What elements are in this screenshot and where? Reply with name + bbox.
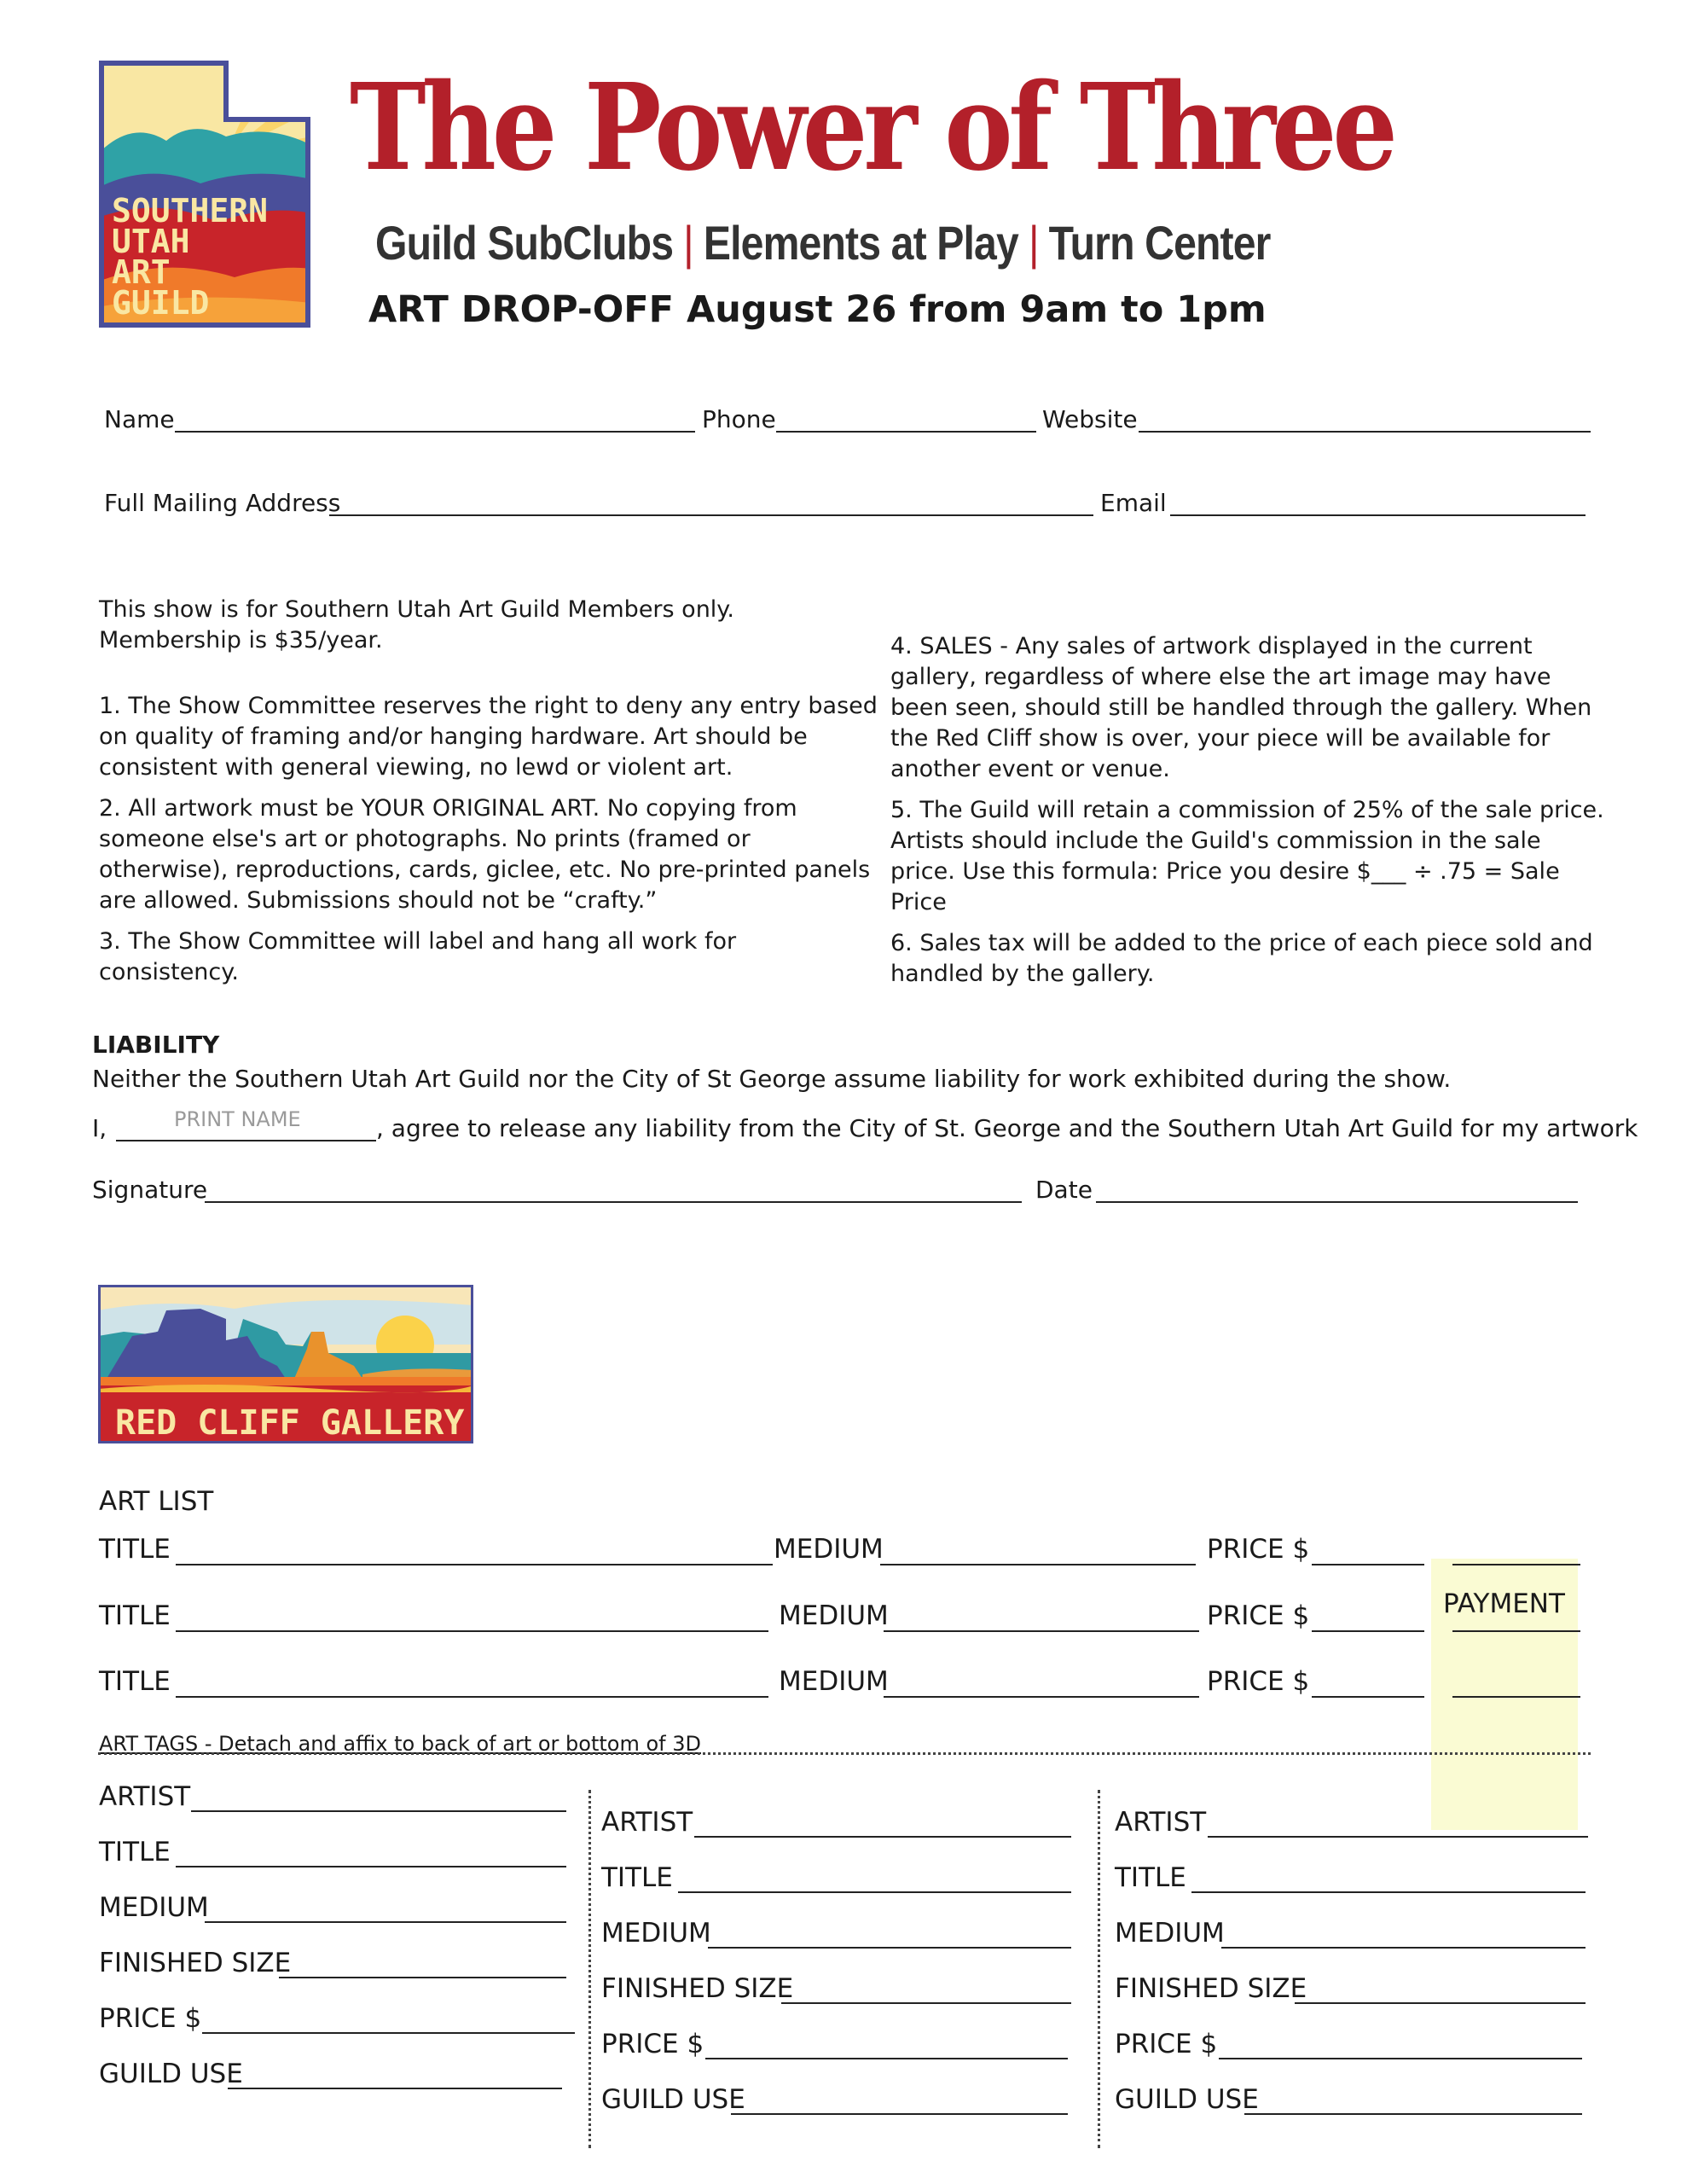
art-list-title-label: TITLE bbox=[99, 1600, 171, 1631]
tag-price-label: PRICE $ bbox=[1115, 2029, 1218, 2059]
logo-line-1: SOUTHERN bbox=[112, 192, 269, 229]
tag-artist-field[interactable] bbox=[694, 1836, 1071, 1838]
tag-size-field[interactable] bbox=[781, 2002, 1071, 2004]
art-list-price-label: PRICE $ bbox=[1207, 1666, 1310, 1697]
subtitle-elements: Elements at Play bbox=[703, 216, 1018, 270]
intro-text bbox=[99, 595, 867, 656]
tag-guild-use-label: GUILD USE bbox=[1115, 2084, 1259, 2115]
art-list-price-label: PRICE $ bbox=[1207, 1600, 1310, 1631]
logo-line-3: ART bbox=[112, 253, 171, 291]
signature-field[interactable] bbox=[205, 1201, 1022, 1203]
rules-left bbox=[99, 691, 879, 998]
page-title: The Power of Three bbox=[350, 58, 1394, 198]
southern-utah-art-guild-logo bbox=[98, 60, 311, 328]
tag-artist-label: ARTIST bbox=[1115, 1807, 1207, 1838]
tag-artist-label: ARTIST bbox=[99, 1781, 191, 1812]
tag-divider-1 bbox=[588, 1790, 591, 2148]
tag-medium-label: MEDIUM bbox=[1115, 1918, 1225, 1949]
address-label: Full Mailing Address bbox=[104, 489, 341, 517]
payment-field-3[interactable] bbox=[1452, 1696, 1580, 1698]
print-name-placeholder: PRINT NAME bbox=[174, 1107, 301, 1131]
logo-line-2: UTAH bbox=[112, 223, 190, 260]
art-list-title-label: TITLE bbox=[99, 1534, 171, 1565]
website-label: Website bbox=[1042, 405, 1138, 433]
rule-1: 1. The Show Committee reserves the right to deny any entry based on quality of framing and/or hanging hardware. Art should be consistent with general viewing, no lewd or violent art. bbox=[99, 693, 878, 781]
tag-guild-use-field[interactable] bbox=[228, 2088, 562, 2089]
art-list-medium-label: MEDIUM bbox=[779, 1600, 889, 1631]
art-list-medium-field-3[interactable] bbox=[884, 1696, 1199, 1698]
art-tags-heading: ART TAGS - Detach and affix to back of art or bottom of 3D bbox=[99, 1732, 701, 1756]
tag-guild-use-field[interactable] bbox=[731, 2113, 1068, 2115]
tag-artist-field[interactable] bbox=[191, 1810, 566, 1812]
rule-5: 5. The Guild will retain a commission of 25% of the sale price. Artists should include the Guild's commission in the sale price. Use this formula: Price you desire $___ ÷ .75 = Sale Price bbox=[890, 797, 1604, 915]
tag-medium-label: MEDIUM bbox=[601, 1918, 711, 1949]
tag-guild-use-label: GUILD USE bbox=[601, 2084, 745, 2115]
tag-divider-2 bbox=[1098, 1790, 1100, 2148]
art-list-price-label: PRICE $ bbox=[1207, 1534, 1310, 1565]
tag-size-field[interactable] bbox=[1295, 2002, 1586, 2004]
tag-title-field[interactable] bbox=[1191, 1891, 1586, 1893]
art-list-title-field-2[interactable] bbox=[176, 1630, 768, 1632]
art-list-price-field-2[interactable] bbox=[1312, 1630, 1424, 1632]
liability-statement: Neither the Southern Utah Art Guild nor the City of St George assume liability for work exhibited during the show. bbox=[92, 1065, 1452, 1093]
tag-medium-field[interactable] bbox=[708, 1947, 1071, 1949]
email-field[interactable] bbox=[1170, 514, 1586, 516]
tag-title-field[interactable] bbox=[678, 1891, 1071, 1893]
tag-medium-field[interactable] bbox=[1221, 1947, 1586, 1949]
tag-title-label: TITLE bbox=[1115, 1862, 1186, 1893]
red-cliff-gallery-logo bbox=[98, 1285, 473, 1443]
art-list-price-field-3[interactable] bbox=[1312, 1696, 1424, 1698]
intro-line-2: Membership is $35/year. bbox=[99, 627, 383, 653]
subtitle-subclubs: Guild SubClubs bbox=[375, 216, 674, 270]
tag-size-field[interactable] bbox=[279, 1977, 566, 1978]
rules-right bbox=[890, 631, 1607, 1000]
subtitle-turn-center: Turn Center bbox=[1048, 216, 1271, 270]
phone-label: Phone bbox=[702, 405, 776, 433]
rule-6: 6. Sales tax will be added to the price of each piece sold and handled by the gallery. bbox=[890, 930, 1593, 987]
payment-label: PAYMENT bbox=[1443, 1589, 1565, 1619]
art-list-medium-label: MEDIUM bbox=[774, 1534, 884, 1565]
art-list-medium-field-2[interactable] bbox=[884, 1630, 1199, 1632]
tag-price-field[interactable] bbox=[202, 2032, 575, 2034]
art-list-medium-label: MEDIUM bbox=[779, 1666, 889, 1697]
tag-title-field[interactable] bbox=[176, 1866, 566, 1867]
tag-guild-use-label: GUILD USE bbox=[99, 2059, 243, 2089]
tag-price-field[interactable] bbox=[1219, 2058, 1582, 2059]
tag-title-label: TITLE bbox=[99, 1837, 171, 1867]
liability-heading: LIABILITY bbox=[92, 1031, 220, 1059]
art-list-title-field-1[interactable] bbox=[176, 1564, 773, 1565]
art-list-medium-field-1[interactable] bbox=[880, 1564, 1196, 1565]
tag-price-label: PRICE $ bbox=[99, 2003, 202, 2034]
tag-price-label: PRICE $ bbox=[601, 2029, 704, 2059]
art-list-title-field-3[interactable] bbox=[176, 1696, 768, 1698]
signature-label: Signature bbox=[92, 1176, 208, 1204]
name-label: Name bbox=[104, 405, 175, 433]
logo-line-4: GUILD bbox=[112, 284, 210, 322]
rule-2: 2. All artwork must be YOUR ORIGINAL ART. No copying from someone else's art or photographs. No prints (framed or otherwise), reproductions, cards, giclee, etc. No pre-printed panels are allowed. Submissions should not be “crafty.” bbox=[99, 795, 871, 914]
subtitle-separator: | bbox=[683, 216, 693, 270]
date-field[interactable] bbox=[1096, 1201, 1578, 1203]
name-field[interactable] bbox=[175, 431, 695, 433]
subtitle bbox=[375, 215, 1271, 270]
tag-medium-label: MEDIUM bbox=[99, 1892, 209, 1923]
tag-size-label: FINISHED SIZE bbox=[601, 1973, 794, 2004]
website-field[interactable] bbox=[1139, 431, 1591, 433]
address-field[interactable] bbox=[329, 514, 1093, 516]
intro-line-1: This show is for Southern Utah Art Guild Members only. bbox=[99, 596, 735, 623]
tag-size-label: FINISHED SIZE bbox=[1115, 1973, 1307, 2004]
tag-guild-use-field[interactable] bbox=[1244, 2113, 1582, 2115]
rule-3: 3. The Show Committee will label and hang all work for consistency. bbox=[99, 928, 737, 985]
liability-i: I, bbox=[92, 1114, 107, 1142]
dropoff-info: ART DROP-OFF August 26 from 9am to 1pm bbox=[368, 288, 1267, 331]
date-label: Date bbox=[1035, 1176, 1093, 1204]
tag-artist-label: ARTIST bbox=[601, 1807, 693, 1838]
tag-size-label: FINISHED SIZE bbox=[99, 1948, 292, 1978]
tag-artist-field[interactable] bbox=[1208, 1836, 1588, 1838]
detach-line bbox=[98, 1752, 1591, 1755]
art-list-title-label: TITLE bbox=[99, 1666, 171, 1697]
art-list-heading: ART LIST bbox=[99, 1486, 214, 1517]
phone-field[interactable] bbox=[776, 431, 1036, 433]
tag-medium-field[interactable] bbox=[205, 1921, 566, 1923]
subtitle-separator: | bbox=[1028, 216, 1039, 270]
rule-4: 4. SALES - Any sales of artwork displayed in the current gallery, regardless of where else the art image may have been seen, should still be handled through the gallery. When the Red Cliff show is over, your piece will be available for another event or venue. bbox=[890, 633, 1592, 782]
liability-agree-text: , agree to release any liability from the City of St. George and the Southern Utah Art Guild for my artwork bbox=[376, 1114, 1638, 1142]
gallery-logo-text: RED CLIFF GALLERY bbox=[115, 1403, 465, 1443]
email-label: Email bbox=[1100, 489, 1167, 517]
print-name-field[interactable] bbox=[116, 1140, 376, 1141]
tag-title-label: TITLE bbox=[601, 1862, 673, 1893]
art-list-price-field-1[interactable] bbox=[1312, 1564, 1424, 1565]
payment-field-1[interactable] bbox=[1452, 1564, 1580, 1565]
payment-field-2[interactable] bbox=[1452, 1630, 1580, 1632]
tag-price-field[interactable] bbox=[705, 2058, 1068, 2059]
